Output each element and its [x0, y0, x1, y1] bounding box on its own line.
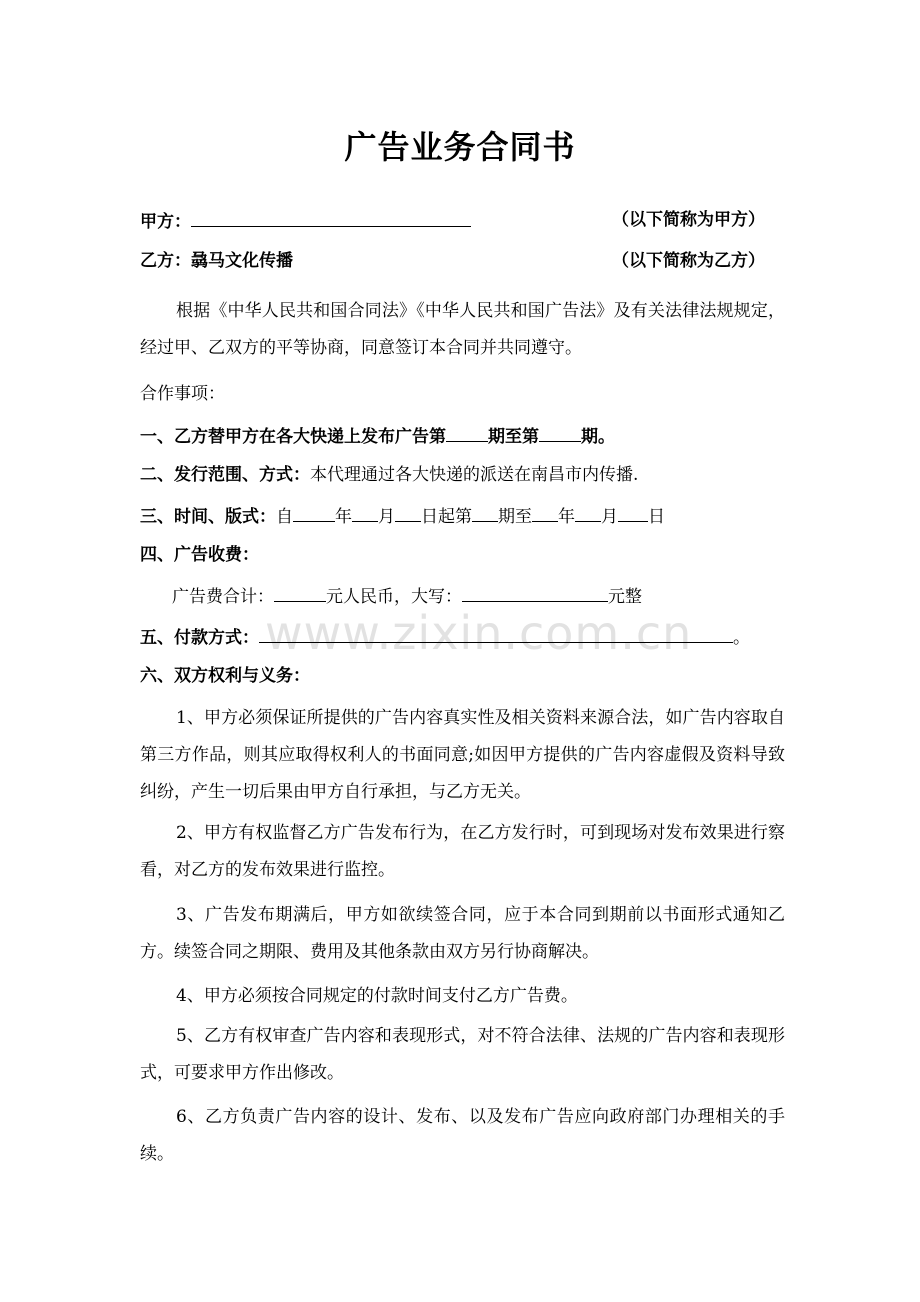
fee-line — [172, 583, 642, 609]
item-3-p3: 月 — [378, 507, 395, 527]
start-month-blank[interactable] — [352, 503, 378, 522]
item-3-p1: 自 — [276, 507, 293, 527]
start-issue-blank[interactable] — [472, 503, 498, 522]
clause-1: 1、甲方必须保证所提供的广告内容真实性及相关资料来源合法，如广告内容取自第三方作品，则其应取得权利人的书面同意;如因甲方提供的广告内容虚假及资料导致纠纷，产生一切后果由甲方自行承担，与乙方无关。 — [140, 708, 785, 802]
item-2-text: 本代理通过各大快递的派送在南昌市内传播. — [310, 465, 639, 485]
clause-4: 4、甲方必须按合同规定的付款时间支付乙方广告费。 — [176, 986, 578, 1006]
item-5 — [140, 624, 750, 650]
party-b-name: 骉马文化传播 — [191, 251, 293, 271]
item-1-text-b: 期至第 — [488, 427, 539, 447]
end-year-blank[interactable] — [532, 503, 558, 522]
item-3-p4: 日起第 — [421, 507, 472, 527]
start-year-blank[interactable] — [293, 503, 335, 522]
fee-uppercase-blank[interactable] — [462, 583, 608, 602]
item-1-text-c: 期。 — [581, 427, 615, 447]
clause-5: 5、乙方有权审查广告内容和表现形式，对不符合法律、法规的广告内容和表现形式，可要求甲方作出修改。 — [140, 1026, 785, 1083]
item-1-blank-end[interactable] — [539, 423, 581, 442]
intro-paragraph: 根据《中华人民共和国合同法》《中华人民共和国广告法》及有关法律法规规定，经过甲、乙双方的平等协商，同意签订本合同并共同遵守。 — [140, 301, 785, 358]
start-day-blank[interactable] — [395, 503, 421, 522]
clause-2 — [140, 815, 785, 889]
watermark: www.zixin.com.cn — [265, 606, 693, 660]
party-a-blank[interactable] — [191, 208, 471, 227]
party-b-label: 乙方： — [140, 251, 191, 271]
cooperation-heading: 合作事项： — [140, 384, 225, 404]
fee-end-text: 元整 — [608, 587, 642, 607]
item-6-label: 六、双方权利与义务： — [140, 666, 310, 686]
item-5-end: 。 — [733, 628, 750, 648]
clause-3: 3、广告发布期满后，甲方如欲续签合同，应于本合同到期前以书面形式通知乙方。续签合同之期限、费用及其他条款由双方另行协商解决。 — [140, 905, 785, 962]
item-1-blank-start[interactable] — [446, 423, 488, 442]
item-3-p5: 期至 — [498, 507, 532, 527]
end-day-blank[interactable] — [618, 503, 648, 522]
item-1-text-a: 一、乙方替甲方在各大快递上发布广告第 — [140, 427, 446, 447]
item-3 — [140, 503, 665, 529]
party-b-note: （以下简称为乙方） — [612, 251, 765, 271]
party-b-line — [140, 249, 293, 273]
item-4-label: 四、广告收费： — [140, 545, 259, 565]
item-2-label: 二、发行范围、方式： — [140, 465, 310, 485]
item-2 — [140, 463, 638, 487]
document-title: 广告业务合同书 — [344, 128, 576, 166]
item-3-p6: 年 — [558, 507, 575, 527]
item-3-label: 三、时间、版式： — [140, 507, 276, 527]
clause-6: 6、乙方负责广告内容的设计、发布、以及发布广告应向政府部门办理相关的手续。 — [140, 1107, 785, 1164]
party-a-note: （以下简称为甲方） — [612, 210, 765, 230]
end-month-blank[interactable] — [575, 503, 601, 522]
item-3-p8: 日 — [648, 507, 665, 527]
fee-label: 广告费合计： — [172, 587, 274, 607]
item-5-label: 五、付款方式： — [140, 628, 259, 648]
payment-method-blank[interactable] — [259, 624, 733, 643]
clause-2-text: 2、甲方有权监督乙方广告发布行为，在乙方发行时，可到现场对发布效果进行察看，对乙方的发布效果进行监控。 — [140, 823, 785, 880]
party-a-line — [140, 208, 471, 234]
fee-currency-text: 元人民币，大写： — [326, 587, 462, 607]
item-3-p7: 月 — [601, 507, 618, 527]
party-a-label: 甲方： — [140, 212, 191, 232]
item-3-p2: 年 — [335, 507, 352, 527]
item-1 — [140, 423, 615, 449]
fee-amount-blank[interactable] — [274, 583, 326, 602]
